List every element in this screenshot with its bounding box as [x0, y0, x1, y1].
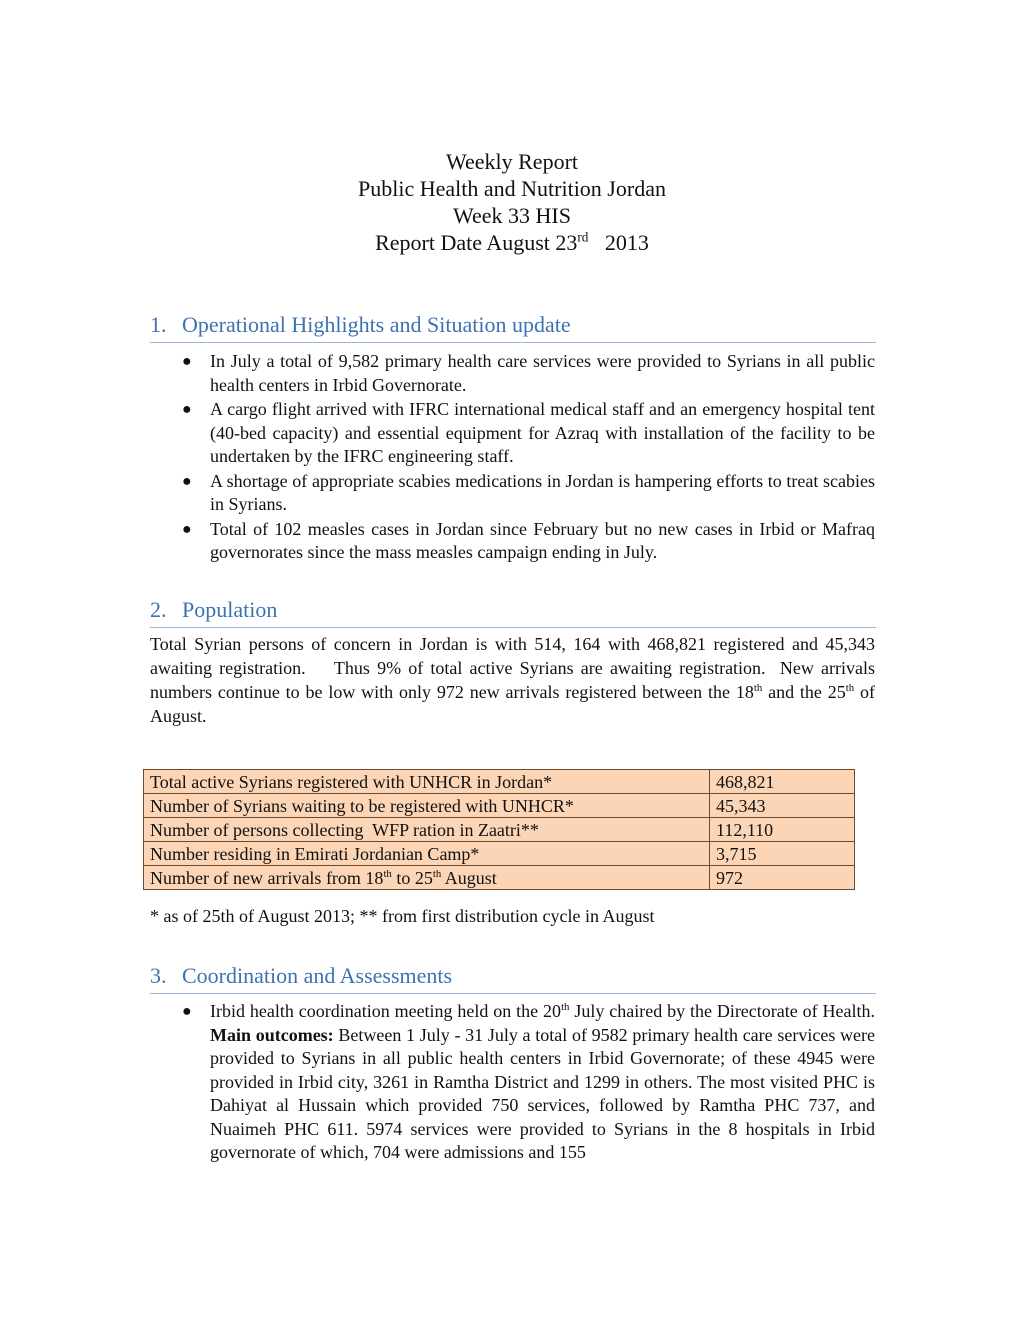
coordination-list: [182, 1000, 875, 1166]
bullet-icon: ●: [182, 520, 192, 538]
report-date: Report Date August 23rd 2013: [375, 229, 649, 255]
list-item: ● A shortage of appropriate scabies medications in Jordan is hampering efforts to treat scabies in Syrians.: [182, 470, 875, 514]
list-item: ● Irbid health coordination meeting held on the 20th July chaired by the Directorate of Health. Main outcomes: Between 1 July - 31 July a total of 9582 primary health care services were provided to Syrians in all public health centers in Irbid Governorate; of these 4945 were provided in Irbid city, 3261 in Ramtha District and 1299 in others. The most visited PHC is Dahiyat al Hussain which provided 750 services, followed by Ramtha PHC 737, and Nuaimeh PHC 611. 5974 services were provided to Syrians in the 8 hospitals in Irbid governorate of which, 704 were admissions and 155: [182, 1001, 875, 1162]
list-item: ● Total of 102 measles cases in Jordan since February but no new cases in Irbid or Mafraq governorates since the mass measles campaign ending in July.: [182, 518, 875, 562]
bullet-icon: ●: [182, 353, 192, 370]
report-title: Weekly Report: [445, 149, 579, 174]
bullet-icon: ●: [182, 1003, 192, 1020]
list-item: ● A cargo flight arrived with IFRC international medical staff and an emergency hospital tent (40-bed capacity) and essential equipment for Azraq with installation of the facility to be undertaken by the IFRC engineering staff.: [182, 399, 875, 466]
section-heading-highlights: 1. Operational Highlights and Situation update: [150, 312, 876, 343]
bullet-icon: ●: [182, 401, 192, 418]
population-table: [143, 769, 855, 890]
highlights-list: [182, 350, 875, 566]
table-row: Total active Syrians registered with UNHCR in Jordan* 468,821: [144, 770, 855, 794]
table-footnote: * as of 25th of August 2013; ** from first distribution cycle in August: [150, 906, 655, 926]
report-subtitle: Public Health and Nutrition Jordan: [358, 176, 666, 201]
table-row: Number of Syrians waiting to be registered with UNHCR* 45,343: [144, 794, 855, 818]
bullet-icon: ●: [182, 472, 192, 490]
table-row: Number of persons collecting WFP ration in Zaatri** 112,110: [144, 818, 855, 842]
section-heading-coordination: 3. Coordination and Assessments: [150, 963, 876, 994]
list-item: ● In July a total of 9,582 primary health care services were provided to Syrians in all public health centers in Irbid Governorate.: [182, 351, 875, 395]
table-row: Number residing in Emirati Jordanian Camp* 3,715: [144, 842, 855, 866]
population-paragraph: Total Syrian persons of concern in Jordan is with 514, 164 with 468,821 registered and 45,343 awaiting registration. Thus 9% of total active Syrians are awaiting registration. New arrivals numbers continue to be low with only 972 new arrivals registered between the 18th and the 25th of August.: [150, 634, 880, 726]
table-row: Number of new arrivals from 18th to 25th August 972: [144, 866, 855, 890]
section-heading-population: 2. Population: [150, 597, 876, 628]
report-header: [0, 148, 1024, 256]
report-week: Week 33 HIS: [453, 203, 571, 228]
